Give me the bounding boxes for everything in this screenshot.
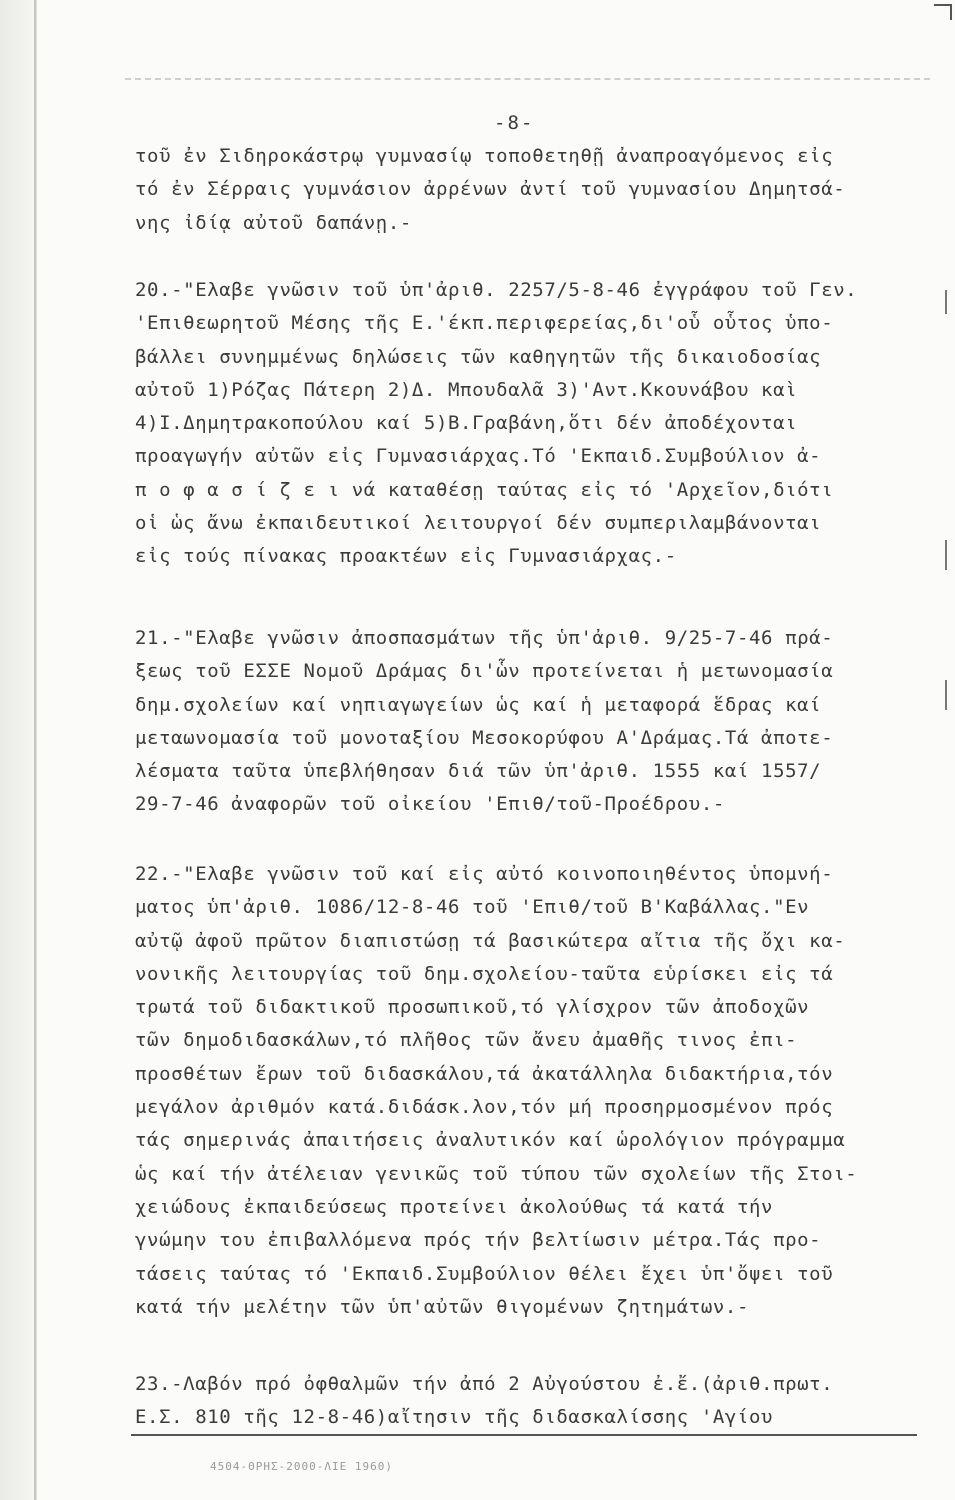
binding-edge bbox=[0, 0, 37, 1500]
text-line: αὐτῷ ἀφοῦ πρῶτον διαπιστώσῃ τά βασικώτερα αἴτια τῆς ὄχι κα- bbox=[135, 929, 846, 952]
corner-mark bbox=[934, 4, 952, 20]
text-line: δημ.σχολείων καί νηπιαγωγείων ὡς καί ἡ μεταφορά ἕδρας καί bbox=[135, 693, 822, 716]
text-line: προαγωγήν αὐτῶν εἰς Γυμνασιάρχας.Τό 'Εκπαιδ.Συμβούλιον ἀ- bbox=[135, 445, 822, 468]
text-line: 'Επιθεωρητοῦ Μέσης τῆς Ε.'έκπ.περιφερείας,δι'οὗ οὗτος ὑπο- bbox=[135, 312, 834, 335]
text-line: τάς σημερινάς ἀπαιτήσεις ἀναλυτικόν καί ὡρολόγιον πρόγραμμα bbox=[135, 1129, 846, 1152]
text-line: τοῦ ἐν Σιδηροκάστρῳ γυμνασίῳ τοποθετηθῇ ἀναπροαγόμενος εἰς bbox=[135, 145, 834, 167]
text-line: αὐτοῦ 1)Ρόζας Πάτερη 2)Δ. Μπουδαλᾶ 3)'Αντ.Κκουνάβου καὶ bbox=[135, 378, 798, 401]
binding-rule bbox=[34, 0, 36, 1500]
text-line: κατά τήν μελέτην τῶν ὑπ'αὐτῶν θιγομένων ζητημάτων.- bbox=[135, 1295, 749, 1318]
text-line: 21.-"Ελαβε γνῶσιν ἀποσπασμάτων τῆς ὑπ'ἀριθ. 9/25-7-46 πρά- bbox=[135, 627, 834, 649]
text-line: 29-7-46 ἀναφορῶν τοῦ οἰκείου 'Επιθ/τοῦ-Προέδρου.- bbox=[135, 793, 725, 816]
text-line: 23.-Λαβόν πρό ὀφθαλμῶν τήν ἀπό 2 Αὐγούστου ἐ.ἔ.(ἀριθ.πρωτ. bbox=[135, 1373, 834, 1395]
text-line: μεγάλον ἀριθμόν κατά.διδάσκ.λον,τόν μή προσηρμοσμένον πρός bbox=[135, 1096, 834, 1119]
text-line: εἰς τούς πίνακας προακτέων εἰς Γυμνασιάρχας.- bbox=[135, 545, 677, 568]
text-line: ὡς καί τήν ἀτέλειαν γενικῶς τοῦ τύπου τῶν σχολείων τῆς Στοι- bbox=[135, 1162, 858, 1185]
text-line: λέσματα ταῦτα ὑπεβλήθησαν διά τῶν ὑπ'ἀριθ. 1555 καί 1557/ bbox=[135, 760, 822, 783]
text-line: νης ἰδίᾳ αὐτοῦ δαπάνῃ.- bbox=[135, 211, 412, 234]
text-line: 22.-"Ελαβε γνῶσιν τοῦ καί εἰς αὐτό κοινοποιηθέντος ὑπομνή- bbox=[135, 863, 834, 885]
page-number: -8- bbox=[494, 112, 535, 134]
bottom-rule bbox=[131, 1434, 917, 1436]
text-line: βάλλει συνημμένως δηλώσεις τῶν καθηγητῶν τῆς δικαιοδοσίας bbox=[135, 345, 822, 368]
text-line: γνώμην του ἐπιβαλλόμενα πρός τήν βελτίωσιν μέτρα.Τάς προ- bbox=[135, 1229, 822, 1252]
margin-mark bbox=[945, 290, 947, 314]
text-line: τῶν δημοδιδασκάλων,τό πλῆθος τῶν ἄνευ ἀμαθῆς τινος ἐπι- bbox=[135, 1029, 798, 1052]
text-line: ματος ὑπ'ἀριθ. 1086/12-8-46 τοῦ 'Επιθ/τοῦ Β'Καβάλλας."Εν bbox=[135, 896, 810, 919]
text-line: νονικῆς λειτουργίας τοῦ δημ.σχολείου-ταῦτα εὑρίσκει εἰς τά bbox=[135, 962, 834, 985]
top-dashed-line bbox=[125, 78, 930, 80]
text-line: τάσεις ταύτας τό 'Εκπαιδ.Συμβούλιον θέλει ἔχει ὑπ'ὄψει τοῦ bbox=[135, 1262, 834, 1285]
text-line: προσθέτων ἔρων τοῦ διδασκάλου,τά ἀκατάλληλα διδακτήρια,τόν bbox=[135, 1062, 834, 1085]
text-line: χειώδους ἐκπαιδεύσεως προτείνει ἀκολούθως τά κατά τήν bbox=[135, 1195, 774, 1218]
paragraph-item-22 bbox=[135, 858, 935, 1324]
printer-footer: 4504-ΘΡΗΣ-2000-ΛΙΕ 1960) bbox=[210, 1460, 393, 1473]
paragraph-item-20 bbox=[135, 274, 935, 574]
text-line: 20.-"Ελαβε γνῶσιν τοῦ ὑπ'ἀριθ. 2257/5-8-46 ἐγγράφου τοῦ Γεν. bbox=[135, 279, 858, 301]
text-line: τρωτά τοῦ διδακτικοῦ προσωπικοῦ,τό γλίσχρον τῶν ἀποδοχῶν bbox=[135, 996, 810, 1019]
text-line: μεταωνομασία τοῦ μονοταξίου Μεσοκορύφου Α'Δράμας.Τά ἀποτε- bbox=[135, 726, 834, 749]
paragraph-continuation bbox=[135, 140, 935, 240]
paragraph-item-21 bbox=[135, 622, 935, 822]
text-line: οἱ ὡς ἄνω ἐκπαιδευτικοί λειτουργοί δέν συμπεριλαμβάνονται bbox=[135, 512, 822, 535]
paragraph-item-23 bbox=[135, 1368, 935, 1435]
text-line: ξεως τοῦ ΕΣΣΕ Νομοῦ Δράμας δι'ὧν προτείνεται ἡ μετωνομασία bbox=[135, 660, 834, 683]
text-line: τό ἐν Σέρραις γυμνάσιον ἀρρένων ἀντί τοῦ γυμνασίου Δημητσά- bbox=[135, 178, 846, 201]
margin-mark bbox=[945, 540, 947, 570]
text-line: Ε.Σ. 810 τῆς 12-8-46)αἴτησιν τῆς διδασκαλίσσης 'Αγίου bbox=[135, 1406, 774, 1429]
text-line: 4)Ι.Δημητρακοπούλου καί 5)Β.Γραβάνη,ὅτι δέν ἀποδέχονται bbox=[135, 412, 798, 435]
text-line: π ο φ α σ ί ζ ε ι νά καταθέσῃ ταύτας εἰς τό 'Αρχεῖον,διότι bbox=[135, 478, 834, 501]
margin-mark bbox=[945, 680, 947, 710]
